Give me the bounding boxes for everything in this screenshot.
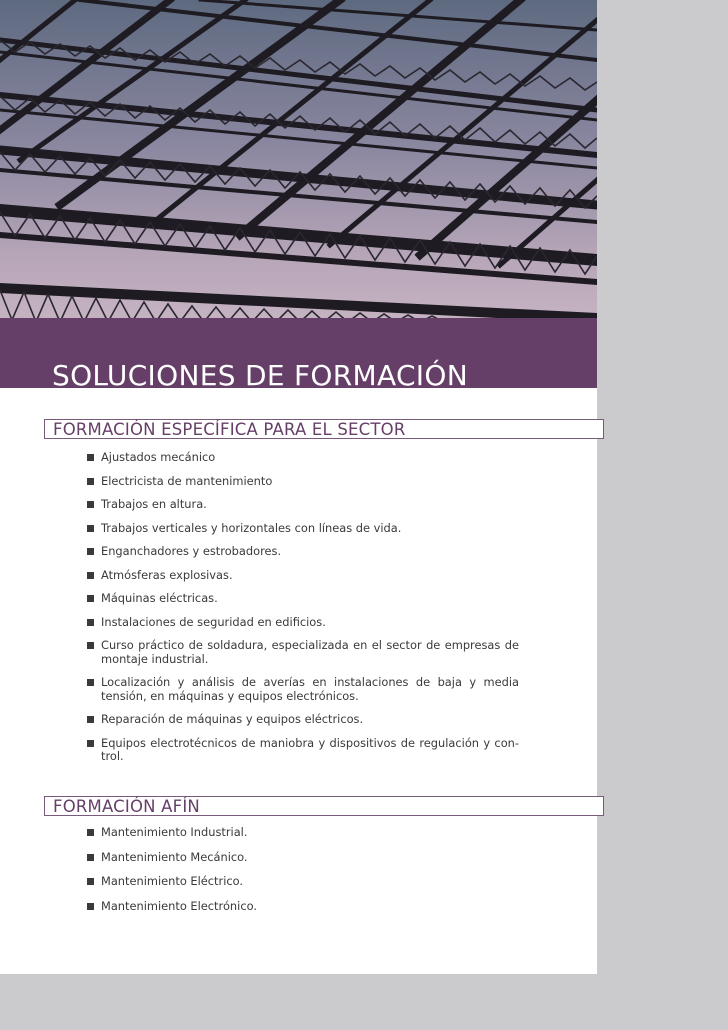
specific-training-list: [87, 451, 519, 774]
bullet-icon: [87, 740, 94, 747]
section-header-related: [44, 796, 604, 816]
list-item: Equipos electrotécnicos de maniobra y dispositivos de regulación y con-trol.: [87, 737, 519, 764]
page-title: SOLUCIONES DE FORMACIÓN: [52, 359, 468, 392]
bullet-icon: [87, 829, 94, 836]
right-margin-strip: [597, 0, 728, 1030]
list-item: Enganchadores y estrobadores.: [87, 545, 519, 559]
list-item: Mantenimiento Industrial.: [87, 826, 519, 840]
list-item: Atmósferas explosivas.: [87, 569, 519, 583]
list-item: Mantenimiento Electrónico.: [87, 900, 519, 914]
list-item: Mantenimiento Eléctrico.: [87, 875, 519, 889]
bullet-icon: [87, 716, 94, 723]
bullet-icon: [87, 454, 94, 461]
list-item: Trabajos en altura.: [87, 498, 519, 512]
bullet-icon: [87, 548, 94, 555]
related-training-list: [87, 826, 519, 924]
bullet-icon: [87, 572, 94, 579]
bullet-icon: [87, 501, 94, 508]
list-item: Reparación de máquinas y equipos eléctricos.: [87, 713, 519, 727]
bullet-icon: [87, 595, 94, 602]
list-item: Máquinas eléctricas.: [87, 592, 519, 606]
bullet-icon: [87, 619, 94, 626]
list-item: Electricista de mantenimiento: [87, 475, 519, 489]
bullet-icon: [87, 642, 94, 649]
section-title: FORMACIÓN ESPECÍFICA PARA EL SECTOR: [53, 420, 406, 439]
list-item: Mantenimiento Mecánico.: [87, 851, 519, 865]
bullet-icon: [87, 903, 94, 910]
bullet-icon: [87, 854, 94, 861]
steel-truss-photo: [0, 0, 597, 322]
list-item: Instalaciones de seguridad en edificios.: [87, 616, 519, 630]
section-title: FORMACIÓN AFÍN: [53, 797, 200, 816]
bullet-icon: [87, 679, 94, 686]
list-item: Localización y análisis de averías en instalaciones de baja y media tensión, en máquinas y equipos electrónicos.: [87, 676, 519, 703]
list-item: Ajustados mecánico: [87, 451, 519, 465]
list-item: Trabajos verticales y horizontales con líneas de vida.: [87, 522, 519, 536]
bullet-icon: [87, 525, 94, 532]
bullet-icon: [87, 478, 94, 485]
bullet-icon: [87, 878, 94, 885]
list-item: Curso práctico de soldadura, especializada en el sector de empresas de montaje industrial.: [87, 639, 519, 666]
section-header-specific: [44, 419, 604, 439]
bottom-margin-strip: [0, 974, 597, 1030]
